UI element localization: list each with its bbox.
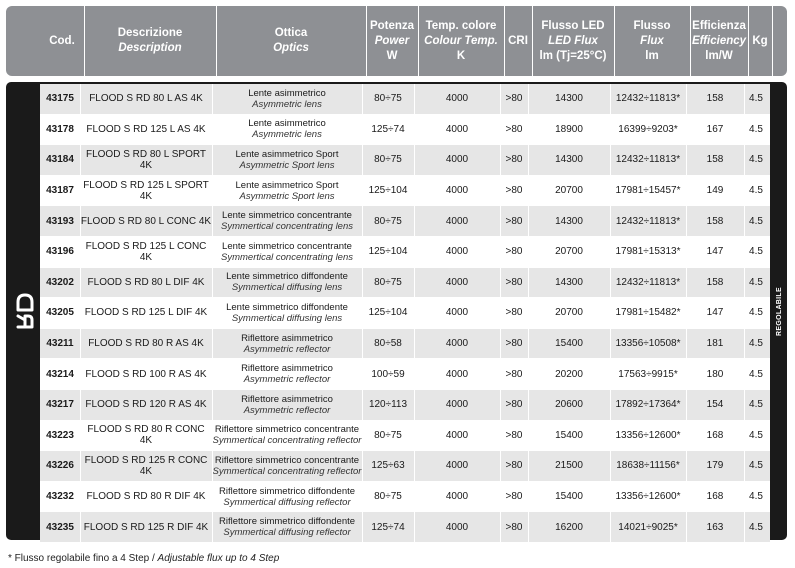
cell-desc: FLOOD S RD 80 R AS 4K — [88, 338, 204, 350]
table-row — [40, 390, 770, 421]
cell-eff: 167 — [706, 123, 724, 135]
optic-it: Lente simmetrico diffondente — [226, 301, 348, 313]
header-description — [84, 6, 216, 76]
cell-optic — [212, 451, 362, 481]
header-kg-label: Kg — [752, 34, 768, 47]
cell-temp: 4000 — [445, 521, 469, 533]
cell-cri: >80 — [505, 521, 523, 533]
cell-eff: 179 — [706, 460, 724, 472]
optic-en: Symmertical concentrating lens — [221, 221, 353, 233]
cell-led-flux: 20700 — [555, 246, 583, 258]
cell-code: 43235 — [46, 521, 74, 533]
header-eff-unit: lm/W — [705, 49, 733, 62]
cell-code: 43175 — [46, 93, 74, 105]
cell-desc: FLOOD S RD 125 R CONC 4K — [84, 454, 208, 477]
table-row — [40, 329, 770, 360]
footnote — [8, 553, 279, 564]
cell-cri: >80 — [505, 429, 523, 441]
cell-optic — [212, 390, 362, 420]
cell-kg: 4.5 — [749, 338, 763, 350]
table-row — [40, 451, 770, 482]
cell-power: 120÷113 — [368, 399, 408, 411]
cell-flux: 12432÷11813* — [615, 93, 681, 105]
table-row — [40, 421, 770, 452]
cell-temp: 4000 — [445, 215, 469, 227]
cell-eff: 158 — [706, 154, 724, 166]
cell-desc: FLOOD S RD 80 R DIF 4K — [86, 491, 206, 503]
optic-it: Riflettore simmetrico diffondente — [218, 485, 356, 497]
table-row — [40, 237, 770, 268]
header-flux-en: Flux — [640, 34, 664, 47]
cell-power: 80÷75 — [374, 93, 402, 105]
table-row — [40, 176, 770, 207]
optic-it: Lente simmetrico concentrante — [222, 210, 352, 222]
cell-optic — [212, 115, 362, 145]
optic-en: Symmertical diffusing reflector — [223, 496, 351, 508]
optic-it: Riflettore simmetrico diffondente — [218, 516, 356, 528]
cell-cri: >80 — [505, 185, 523, 197]
optic-it: Riflettore asimmetrico — [241, 393, 333, 405]
cell-code: 43202 — [46, 276, 74, 288]
cell-power: 125÷74 — [371, 521, 405, 533]
cell-eff: 158 — [706, 215, 724, 227]
cell-kg: 4.5 — [749, 521, 763, 533]
cell-desc: FLOOD S RD 80 L AS 4K — [89, 93, 203, 105]
cell-kg: 4.5 — [749, 185, 763, 197]
cell-flux: 16399÷9203* — [618, 123, 678, 135]
cell-cri: >80 — [505, 123, 523, 135]
cell-temp: 4000 — [445, 123, 469, 135]
optic-it: Lente asimmetrico Sport — [235, 148, 339, 160]
optic-en: Symmertical concentrating reflector — [212, 435, 362, 447]
cell-temp: 4000 — [445, 93, 469, 105]
cell-cri: >80 — [505, 246, 523, 258]
cell-optic — [212, 84, 362, 114]
optic-en: Symmertical diffusing reflector — [223, 527, 351, 539]
cell-desc: FLOOD S RD 125 L DIF 4K — [84, 307, 208, 319]
cell-code: 43184 — [46, 154, 74, 166]
cell-led-flux: 15400 — [555, 338, 583, 350]
cell-flux: 18638÷11156* — [616, 460, 680, 472]
cell-cri: >80 — [505, 276, 523, 288]
header-temp-en: Colour Temp. — [424, 34, 498, 47]
table-row — [40, 115, 770, 146]
cell-desc: FLOOD S RD 80 R CONC 4K — [87, 424, 205, 447]
cell-flux: 13356÷12600* — [615, 429, 681, 441]
cell-flux: 12432÷11813* — [615, 154, 681, 166]
cell-kg: 4.5 — [749, 429, 763, 441]
cell-eff: 168 — [706, 429, 724, 441]
footnote-it: * Flusso regolabile fino a 4 Step / — [8, 553, 158, 564]
cell-eff: 158 — [706, 93, 724, 105]
cell-kg: 4.5 — [749, 123, 763, 135]
cell-kg: 4.5 — [749, 246, 763, 258]
cell-power: 125÷104 — [368, 185, 408, 197]
optic-en: Asymmetric lens — [252, 129, 322, 141]
table-row — [40, 482, 770, 513]
header-optics — [216, 6, 366, 76]
cell-desc: FLOOD S RD 125 R DIF 4K — [83, 521, 209, 533]
header-descr-it: Descrizione — [117, 27, 183, 39]
cell-led-flux: 20700 — [555, 307, 583, 319]
cell-led-flux: 14300 — [555, 215, 583, 227]
cell-power: 125÷104 — [368, 246, 408, 258]
cell-code: 43178 — [46, 123, 74, 135]
optic-en: Symmertical diffusing lens — [231, 312, 343, 324]
cell-kg: 4.5 — [749, 276, 763, 288]
cell-flux: 17981÷15313* — [615, 246, 681, 258]
cell-flux: 13356÷10508* — [615, 338, 681, 350]
optic-en: Asymmetric reflector — [243, 343, 331, 355]
table-header — [6, 6, 787, 76]
header-power — [366, 6, 418, 76]
cell-code: 43226 — [46, 460, 74, 472]
cell-cri: >80 — [505, 93, 523, 105]
optic-en: Asymmetric Sport lens — [239, 159, 335, 171]
header-efficiency — [690, 6, 748, 76]
product-table — [40, 84, 770, 543]
header-cod — [40, 6, 84, 76]
cell-optic — [212, 268, 362, 298]
cell-flux: 13356÷12600* — [615, 491, 681, 503]
cell-kg: 4.5 — [749, 154, 763, 166]
cell-power: 125÷74 — [371, 123, 405, 135]
cell-desc: FLOOD S RD 80 L DIF 4K — [87, 276, 205, 288]
header-led-flux-en: LED Flux — [548, 34, 598, 47]
cell-cri: >80 — [505, 154, 523, 166]
header-cri-label: CRI — [508, 34, 528, 47]
cell-power: 80÷75 — [374, 276, 402, 288]
cell-temp: 4000 — [445, 460, 469, 472]
optic-en: Symmertical concentrating reflector — [212, 465, 362, 477]
table-row — [40, 268, 770, 299]
cell-optic — [212, 237, 362, 267]
cell-power: 80÷58 — [374, 338, 402, 350]
cell-eff: 149 — [706, 185, 724, 197]
cell-flux: 17981÷15457* — [615, 185, 681, 197]
header-eff-en: Efficiency — [691, 34, 747, 47]
cell-desc: FLOOD S RD 100 R AS 4K — [85, 368, 207, 380]
cell-power: 125÷63 — [371, 460, 405, 472]
cell-led-flux: 14300 — [555, 276, 583, 288]
optic-en: Symmertical diffusing lens — [231, 282, 343, 294]
header-led-flux-it: Flusso LED — [541, 19, 605, 32]
header-flux-it: Flusso — [633, 19, 671, 32]
cell-flux: 17563÷9915* — [618, 368, 678, 380]
cell-power: 125÷104 — [368, 307, 408, 319]
cell-led-flux: 15400 — [555, 491, 583, 503]
cell-temp: 4000 — [445, 154, 469, 166]
header-led-flux-unit: lm (Tj=25°C) — [539, 49, 607, 62]
cell-optic — [212, 421, 362, 451]
cell-eff: 163 — [706, 521, 724, 533]
optic-it: Riflettore simmetrico concentrante — [214, 454, 360, 466]
cell-led-flux: 18900 — [555, 123, 583, 135]
cell-temp: 4000 — [445, 185, 469, 197]
table-row — [40, 206, 770, 237]
cell-optic — [212, 176, 362, 206]
cell-desc: FLOOD S RD 80 L CONC 4K — [80, 215, 212, 227]
header-cri — [504, 6, 532, 76]
table-row — [40, 145, 770, 176]
table-row — [40, 298, 770, 329]
header-ottica-it: Ottica — [274, 27, 308, 39]
cell-eff: 154 — [706, 399, 724, 411]
table-row — [40, 359, 770, 390]
cell-eff: 147 — [706, 307, 724, 319]
cell-code: 43205 — [46, 307, 74, 319]
cell-cri: >80 — [505, 460, 523, 472]
header-ottica-en: Optics — [273, 42, 309, 54]
cell-code: 43217 — [46, 399, 74, 411]
optic-it: Lente asimmetrico — [248, 87, 326, 99]
cell-flux: 17892÷17364* — [615, 399, 681, 411]
cell-code: 43187 — [46, 185, 74, 197]
header-temp-it: Temp. colore — [425, 19, 497, 32]
cell-kg: 4.5 — [749, 93, 763, 105]
optic-en: Asymmetric lens — [252, 98, 322, 110]
optic-it: Lente asimmetrico Sport — [235, 179, 339, 191]
cell-desc: FLOOD S RD 120 R AS 4K — [85, 399, 207, 411]
header-flux-unit: lm — [645, 49, 659, 62]
cell-temp: 4000 — [445, 399, 469, 411]
cell-temp: 4000 — [445, 338, 469, 350]
cell-power: 80÷75 — [374, 154, 402, 166]
cell-code: 43223 — [46, 429, 74, 441]
cell-eff: 181 — [706, 338, 724, 350]
cell-temp: 4000 — [445, 491, 469, 503]
cell-code: 43193 — [46, 215, 74, 227]
regolabile-text: REGOLABILE — [776, 286, 784, 336]
cell-led-flux: 16200 — [555, 521, 583, 533]
cell-led-flux: 14300 — [555, 93, 583, 105]
cell-kg: 4.5 — [749, 307, 763, 319]
header-flux — [614, 6, 690, 76]
cell-code: 43214 — [46, 368, 74, 380]
cell-optic — [212, 329, 362, 359]
cell-power: 100÷59 — [371, 368, 405, 380]
cell-led-flux: 21500 — [555, 460, 583, 472]
cell-optic — [212, 206, 362, 236]
header-eff-it: Efficienza — [692, 19, 746, 32]
optic-en: Asymmetric reflector — [243, 374, 331, 386]
cell-desc: FLOOD S RD 125 L CONC 4K — [85, 240, 207, 263]
cell-kg: 4.5 — [749, 399, 763, 411]
cell-kg: 4.5 — [749, 368, 763, 380]
optic-en: Asymmetric reflector — [243, 404, 331, 416]
cell-kg: 4.5 — [749, 215, 763, 227]
table-row — [40, 84, 770, 115]
optic-en: Asymmetric Sport lens — [239, 190, 335, 202]
header-led-flux — [532, 6, 614, 76]
cell-kg: 4.5 — [749, 460, 763, 472]
cell-code: 43211 — [46, 338, 74, 350]
rd-brand-logo — [15, 290, 35, 330]
cell-eff: 147 — [706, 246, 724, 258]
cell-kg: 4.5 — [749, 491, 763, 503]
cell-eff: 180 — [706, 368, 724, 380]
cell-power: 80÷75 — [374, 215, 402, 227]
optic-it: Riflettore simmetrico concentrante — [214, 424, 360, 436]
cell-power: 80÷75 — [374, 491, 402, 503]
optic-it: Riflettore asimmetrico — [241, 332, 333, 344]
cell-cri: >80 — [505, 368, 523, 380]
cell-flux: 12432÷11813* — [615, 215, 681, 227]
table-row — [40, 512, 770, 543]
header-colour-temp — [418, 6, 504, 76]
header-potenza-unit: W — [386, 49, 398, 62]
cell-code: 43232 — [46, 491, 74, 503]
cell-led-flux: 20600 — [555, 399, 583, 411]
cell-code: 43196 — [46, 246, 74, 258]
cell-cri: >80 — [505, 338, 523, 350]
cell-optic — [212, 482, 362, 512]
optic-en: Symmertical concentrating lens — [221, 251, 353, 263]
cell-cri: >80 — [505, 399, 523, 411]
header-cod-label: Cod. — [49, 34, 75, 47]
optic-it: Riflettore asimmetrico — [241, 363, 333, 375]
header-descr-en: Description — [118, 42, 182, 54]
cell-temp: 4000 — [445, 246, 469, 258]
cell-temp: 4000 — [445, 307, 469, 319]
optic-it: Lente simmetrico diffondente — [226, 271, 348, 283]
cell-led-flux: 20700 — [555, 185, 583, 197]
cell-optic — [212, 145, 362, 175]
header-kg — [748, 6, 772, 76]
header-potenza-en: Power — [374, 34, 410, 47]
regolabile-label — [772, 82, 787, 540]
cell-flux: 12432÷11813* — [615, 276, 681, 288]
cell-optic — [212, 298, 362, 328]
cell-optic — [212, 359, 362, 389]
cell-eff: 158 — [706, 276, 724, 288]
cell-desc: FLOOD S RD 125 L AS 4K — [86, 123, 206, 135]
cell-flux: 17981÷15482* — [615, 307, 681, 319]
cell-led-flux: 20200 — [555, 368, 583, 380]
footnote-en: Adjustable flux up to 4 Step — [157, 553, 280, 564]
cell-led-flux: 14300 — [555, 154, 583, 166]
cell-temp: 4000 — [445, 276, 469, 288]
cell-desc: FLOOD S RD 125 L SPORT 4K — [83, 179, 209, 202]
header-potenza-it: Potenza — [369, 19, 415, 32]
cell-temp: 4000 — [445, 429, 469, 441]
cell-flux: 14021÷9025* — [618, 521, 678, 533]
cell-eff: 168 — [706, 491, 724, 503]
cell-cri: >80 — [505, 491, 523, 503]
cell-desc: FLOOD S RD 80 L SPORT 4K — [85, 148, 207, 171]
header-temp-unit: K — [456, 49, 466, 62]
cell-led-flux: 15400 — [555, 429, 583, 441]
optic-it: Lente asimmetrico — [248, 118, 326, 130]
optic-it: Lente simmetrico concentrante — [222, 240, 352, 252]
cell-power: 80÷75 — [374, 429, 402, 441]
cell-cri: >80 — [505, 307, 523, 319]
cell-optic — [212, 512, 362, 542]
cell-cri: >80 — [505, 215, 523, 227]
cell-temp: 4000 — [445, 368, 469, 380]
